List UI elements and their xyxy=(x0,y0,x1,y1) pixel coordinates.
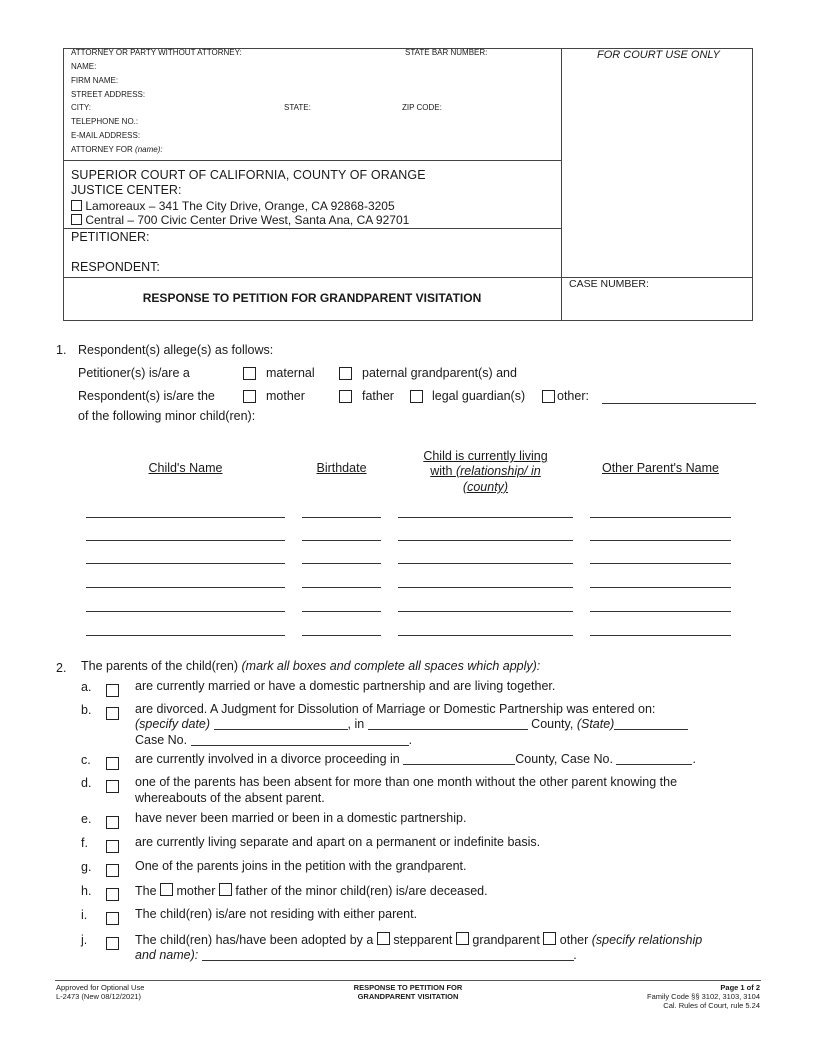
father-checkbox[interactable] xyxy=(339,390,352,403)
row-j-line2: and name): . xyxy=(135,948,578,962)
row-a-letter: a. xyxy=(81,680,92,694)
living-with-input[interactable] xyxy=(398,517,573,518)
col-living-3: (county) xyxy=(462,480,509,494)
row-h-letter: h. xyxy=(81,884,92,898)
father-label: father xyxy=(362,389,394,403)
row-h-father-checkbox[interactable] xyxy=(219,883,232,896)
email-label: E-MAIL ADDRESS: xyxy=(71,131,141,140)
row-j-text: The child(ren) has/have been adopted by a xyxy=(135,933,374,947)
row-j-checkbox[interactable] xyxy=(106,937,119,950)
item1-number: 1. xyxy=(56,343,67,357)
other-parent-input[interactable] xyxy=(590,587,731,588)
col-other-parent: Other Parent's Name xyxy=(601,461,720,475)
child-name-input[interactable] xyxy=(86,587,285,588)
item1-intro: Respondent(s) allege(s) as follows: xyxy=(78,343,274,357)
city-label: CITY: xyxy=(71,103,92,112)
lamoreaux-text: Lamoreaux – 341 The City Drive, Orange, CA 92868-3205 xyxy=(85,199,395,213)
birthdate-input[interactable] xyxy=(302,611,381,612)
other-parent-input[interactable] xyxy=(590,540,731,541)
row-e-checkbox[interactable] xyxy=(106,816,119,829)
lamoreaux-checkbox[interactable] xyxy=(71,200,82,211)
item2-number: 2. xyxy=(56,661,67,675)
court-name: SUPERIOR COURT OF CALIFORNIA, COUNTY OF ORANGE xyxy=(71,168,426,182)
caption-divider xyxy=(561,48,562,321)
col-birthdate: Birthdate xyxy=(316,461,367,475)
row-j-stepparent-label: stepparent xyxy=(393,933,453,947)
row-j-name-input[interactable] xyxy=(202,948,574,961)
child-name-input[interactable] xyxy=(86,635,285,636)
row-g-text: One of the parents joins in the petition with the grandparent. xyxy=(135,859,467,873)
birthdate-input[interactable] xyxy=(302,563,381,564)
birthdate-input[interactable] xyxy=(302,587,381,588)
street-label: STREET ADDRESS: xyxy=(71,90,146,99)
central-option[interactable] xyxy=(71,213,409,227)
attorney-for-label xyxy=(71,145,163,154)
mother-label: mother xyxy=(266,389,305,403)
respondent-line: Respondent(s) is/are the xyxy=(78,389,215,403)
row-b-specify-date: (specify date) xyxy=(135,717,211,731)
footer-title-1: RESPONSE TO PETITION FOR xyxy=(353,983,463,992)
justice-center-label: JUSTICE CENTER: xyxy=(71,183,182,197)
row-c-text: are currently involved in a divorce proceeding in xyxy=(135,752,400,766)
row-j-other-label: other xyxy=(559,933,589,947)
petitioner-label: PETITIONER: xyxy=(71,230,150,244)
central-text: Central – 700 Civic Center Drive West, Santa Ana, CA 92701 xyxy=(85,213,410,227)
other-checkbox[interactable] xyxy=(542,390,555,403)
row-g-letter: g. xyxy=(81,860,92,874)
living-with-input[interactable] xyxy=(398,635,573,636)
row-c-checkbox[interactable] xyxy=(106,757,119,770)
divider-court xyxy=(63,228,561,229)
case-number-label: CASE NUMBER: xyxy=(569,278,649,290)
row-j-line xyxy=(135,932,702,948)
other-label: other: xyxy=(557,389,589,403)
child-name-input[interactable] xyxy=(86,540,285,541)
item2-intro-italic: (mark all boxes and complete all spaces which apply): xyxy=(241,659,541,673)
other-parent-input[interactable] xyxy=(590,611,731,612)
row-f-text: are currently living separate and apart on a permanent or indefinite basis. xyxy=(135,835,541,849)
name-label: NAME: xyxy=(71,62,97,71)
item2-intro-text: The parents of the child(ren) xyxy=(81,659,239,673)
zip-label: ZIP CODE: xyxy=(402,103,442,112)
child-name-input[interactable] xyxy=(86,517,285,518)
row-b-case-input[interactable] xyxy=(191,733,409,746)
row-j-grandparent-checkbox[interactable] xyxy=(456,932,469,945)
footer-code: Family Code §§ 3102, 3103, 3104 xyxy=(647,992,760,1001)
footer-approved: Approved for Optional Use xyxy=(56,983,145,992)
petitioner-line: Petitioner(s) is/are a xyxy=(78,366,190,380)
row-j-other-italic: (specify relationship xyxy=(591,933,703,947)
row-d-text: one of the parents has been absent for more than one month without the other parent knowing the xyxy=(135,775,678,789)
firm-label: FIRM NAME: xyxy=(71,76,119,85)
divider-title xyxy=(63,277,753,278)
phone-label: TELEPHONE NO.: xyxy=(71,117,139,126)
row-j-stepparent-checkbox[interactable] xyxy=(377,932,390,945)
row-a-text: are currently married or have a domestic partnership and are living together. xyxy=(135,679,556,693)
row-d-text2: whereabouts of the absent parent. xyxy=(135,791,325,805)
row-b-checkbox[interactable] xyxy=(106,707,119,720)
row-h-mother-checkbox[interactable] xyxy=(160,883,173,896)
paternal-label: paternal grandparent(s) and xyxy=(362,366,517,380)
row-b-state-label: (State) xyxy=(576,717,615,731)
row-b-date-input[interactable] xyxy=(214,717,348,730)
col-living-1: Child is currently living xyxy=(423,449,548,463)
row-d-checkbox[interactable] xyxy=(106,780,119,793)
row-b-in-label: , in xyxy=(347,717,365,731)
row-h-the: The xyxy=(135,884,157,898)
col-living-2 xyxy=(398,464,573,478)
row-b-line3: Case No. . xyxy=(135,733,413,747)
attorney-label: ATTORNEY OR PARTY WITHOUT ATTORNEY: xyxy=(71,48,242,57)
living-with-input[interactable] xyxy=(398,563,573,564)
row-b-text: are divorced. A Judgment for Dissolution of Marriage or Domestic Partnership was entered on: xyxy=(135,702,656,716)
col-living-2-text: with xyxy=(430,464,453,478)
item2-intro xyxy=(81,659,540,673)
living-with-input[interactable] xyxy=(398,611,573,612)
footer-form-number: L-2473 (New 08/12/2021) xyxy=(56,992,142,1001)
row-e-text: have never been married or been in a domestic partnership. xyxy=(135,811,467,825)
row-c-county-label: County, Case No. xyxy=(515,752,613,766)
maternal-checkbox[interactable] xyxy=(243,367,256,380)
attorney-for-name: (name): xyxy=(135,145,163,154)
footer-title-2: GRANDPARENT VISITATION xyxy=(357,992,459,1001)
living-with-input[interactable] xyxy=(398,587,573,588)
child-name-input[interactable] xyxy=(86,611,285,612)
row-a-checkbox[interactable] xyxy=(106,684,119,697)
row-j-other-checkbox[interactable] xyxy=(543,932,556,945)
other-input[interactable] xyxy=(602,403,756,404)
row-b-in-input[interactable] xyxy=(368,717,528,730)
other-parent-input[interactable] xyxy=(590,635,731,636)
paternal-checkbox[interactable] xyxy=(339,367,352,380)
form-title: RESPONSE TO PETITION FOR GRANDPARENT VISITATION xyxy=(142,291,482,305)
birthdate-input[interactable] xyxy=(302,635,381,636)
central-checkbox[interactable] xyxy=(71,214,82,225)
row-h-mother-label: mother xyxy=(176,884,216,898)
state-label: STATE: xyxy=(284,103,311,112)
legal-guardian-checkbox[interactable] xyxy=(410,390,423,403)
footer-rule xyxy=(55,980,761,981)
living-with-input[interactable] xyxy=(398,540,573,541)
legal-guardian-label: legal guardian(s) xyxy=(432,389,526,403)
other-parent-input[interactable] xyxy=(590,563,731,564)
row-b-state-input[interactable] xyxy=(614,717,688,730)
birthdate-input[interactable] xyxy=(302,517,381,518)
row-h-checkbox[interactable] xyxy=(106,888,119,901)
respondent-label: RESPONDENT: xyxy=(71,260,160,274)
row-f-letter: f. xyxy=(81,836,88,850)
divider-attorney xyxy=(63,160,561,161)
row-b-line2 xyxy=(135,717,688,732)
row-b-case-label: Case No. xyxy=(135,733,188,747)
row-d-letter: d. xyxy=(81,776,92,790)
row-c-line: are currently involved in a divorce proceeding in County, Case No. . xyxy=(135,752,696,766)
row-c-case-input[interactable] xyxy=(616,752,692,765)
row-j-grandparent-label: grandparent xyxy=(472,933,540,947)
row-i-checkbox[interactable] xyxy=(106,912,119,925)
col-child-name: Child's Name xyxy=(148,461,223,475)
row-e-letter: e. xyxy=(81,812,92,826)
row-i-letter: i. xyxy=(81,908,88,922)
row-c-county-input[interactable] xyxy=(403,752,515,765)
col-living-2-italic: (relationship/ in xyxy=(455,464,541,478)
other-parent-input[interactable] xyxy=(590,517,731,518)
row-j-and-name: and name): xyxy=(135,948,199,962)
birthdate-input[interactable] xyxy=(302,540,381,541)
maternal-label: maternal xyxy=(266,366,315,380)
row-j-letter: j. xyxy=(81,933,88,947)
row-f-checkbox[interactable] xyxy=(106,840,119,853)
row-b-county-label: County, xyxy=(531,717,574,731)
child-name-input[interactable] xyxy=(86,563,285,564)
row-g-checkbox[interactable] xyxy=(106,864,119,877)
footer-page: Page 1 of 2 xyxy=(720,983,760,992)
row-h-father-label: father of the minor child(ren) is/are deceased. xyxy=(235,884,488,898)
mother-checkbox[interactable] xyxy=(243,390,256,403)
row-h-line xyxy=(135,883,488,899)
state-bar-label: STATE BAR NUMBER: xyxy=(405,48,488,57)
footer-rules: Cal. Rules of Court, rule 5.24 xyxy=(663,1001,760,1010)
row-b-letter: b. xyxy=(81,703,92,717)
row-i-text: The child(ren) is/are not residing with either parent. xyxy=(135,907,418,921)
children-line: of the following minor child(ren): xyxy=(78,409,256,423)
attorney-for-text: ATTORNEY FOR xyxy=(71,145,133,154)
lamoreaux-option[interactable] xyxy=(71,199,395,213)
row-c-letter: c. xyxy=(81,753,91,767)
court-use-label: FOR COURT USE ONLY xyxy=(597,49,720,61)
